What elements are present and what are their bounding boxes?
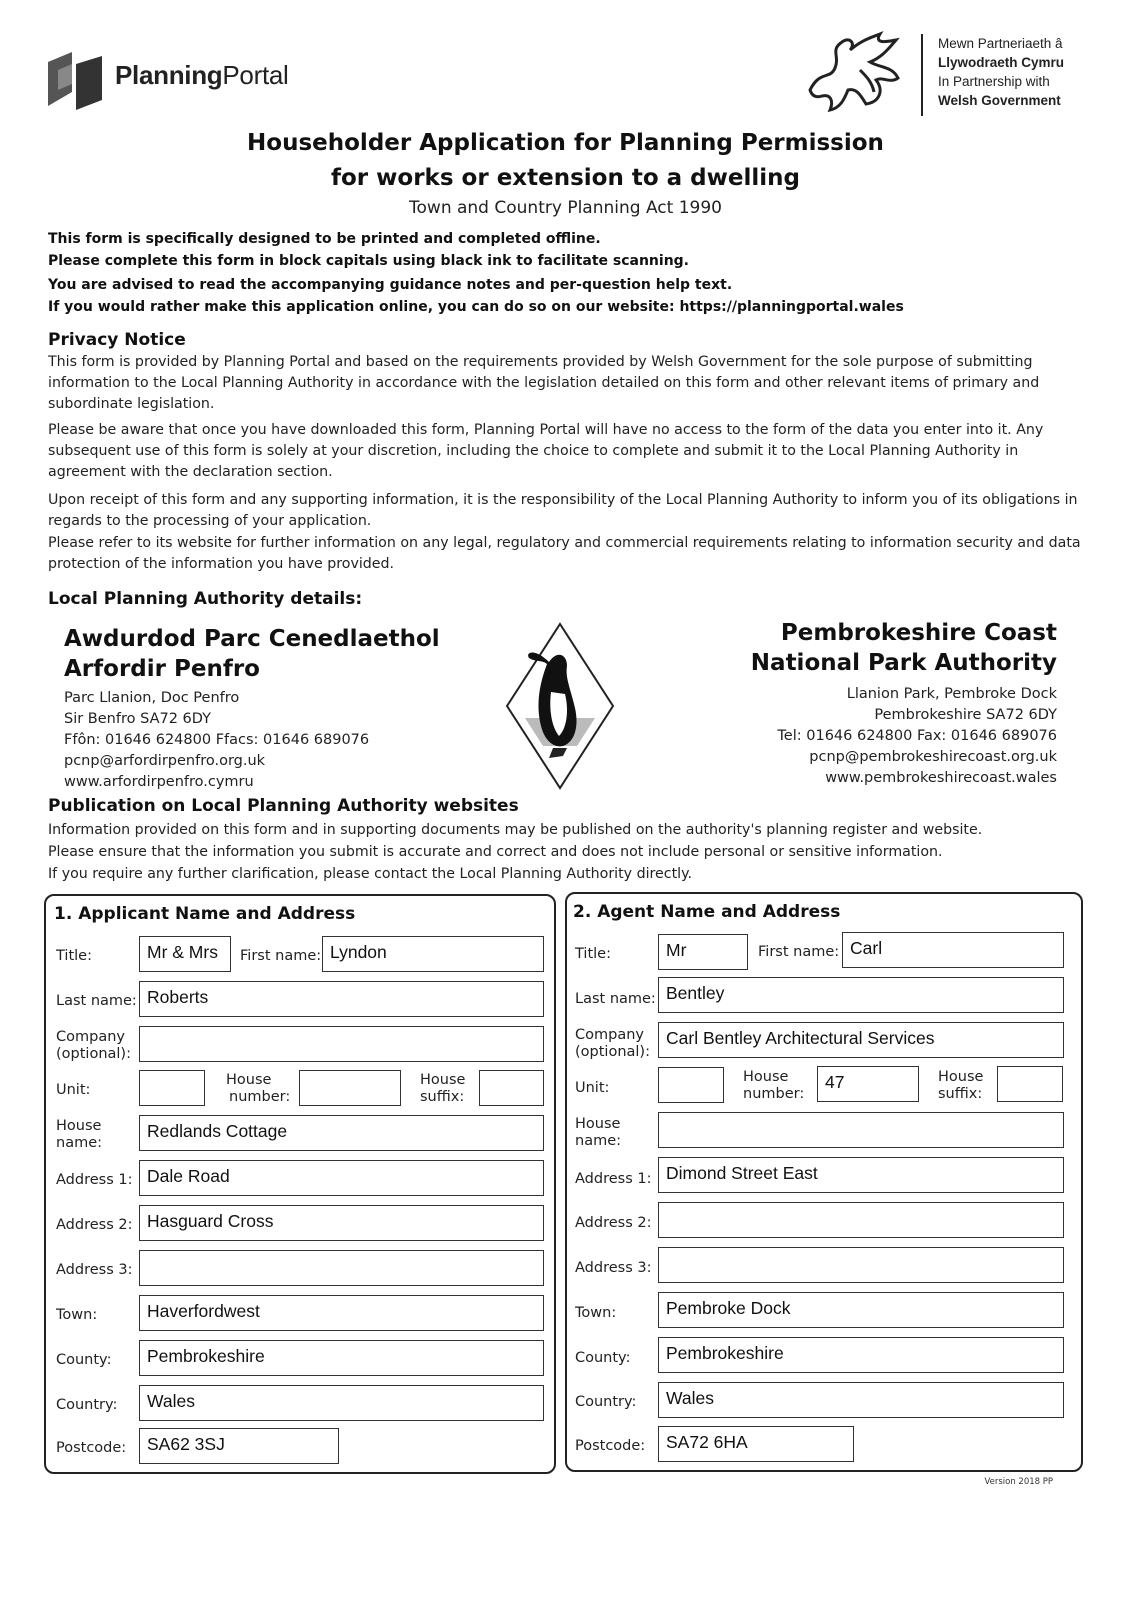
intro-line: Please complete this form in block capitals using black ink to facilitate scanning. (48, 253, 689, 269)
unit-label: Unit: (56, 1082, 91, 1098)
town-label: Town: (56, 1307, 98, 1323)
privacy-paragraph: This form is provided by Planning Portal and based on the requirements provided by Welsh Government for the sole purpose of submitting information to the Local Planning Authority in accordance with the legislation detailed on this form and other relevant items of primary and subordinate legislation. (48, 354, 1040, 412)
intro-line: If you would rather make this application online, you can do so on our website: https://planningportal.wales (48, 299, 904, 315)
applicant-house-name-field[interactable]: Redlands Cottage (139, 1115, 544, 1151)
applicant-address3-field[interactable] (139, 1250, 544, 1286)
agent-heading: 2. Agent Name and Address (573, 902, 841, 922)
house-number-label: House number: (226, 1072, 291, 1105)
address3-label: Address 3: (575, 1260, 652, 1276)
first-name-label: First name: (240, 948, 322, 964)
lpa-heading: Local Planning Authority details: (48, 589, 363, 609)
applicant-county-field[interactable]: Pembrokeshire (139, 1340, 544, 1376)
applicant-last-name-field[interactable]: Roberts (139, 981, 544, 1017)
title-label: Title: (56, 948, 92, 964)
house-name-label: House name: (56, 1118, 103, 1151)
address2-label: Address 2: (575, 1215, 652, 1231)
town-label: Town: (575, 1305, 617, 1321)
address3-label: Address 3: (56, 1262, 133, 1278)
intro-line: You are advised to read the accompanying guidance notes and per-question help text. (48, 277, 733, 293)
postcode-label: Postcode: (56, 1440, 127, 1456)
house-suffix-label: House suffix: (420, 1072, 466, 1105)
lpa-welsh-name: Awdurdod Parc Cenedlaethol Arfordir Penfro (64, 626, 440, 682)
applicant-company-field[interactable] (139, 1026, 544, 1062)
applicant-panel (44, 894, 556, 1474)
applicant-town-field[interactable]: Haverfordwest (139, 1295, 544, 1331)
gov-divider (921, 34, 923, 116)
title-label: Title: (575, 946, 611, 962)
applicant-address1-field[interactable]: Dale Road (139, 1160, 544, 1196)
company-label: Company (optional): (575, 1027, 650, 1060)
applicant-house-number-field[interactable] (299, 1070, 401, 1106)
applicant-title-field[interactable]: Mr & Mrs (139, 936, 231, 972)
publication-heading: Publication on Local Planning Authority websites (48, 796, 519, 816)
applicant-heading: 1. Applicant Name and Address (54, 904, 356, 924)
agent-county-field[interactable]: Pembrokeshire (658, 1337, 1064, 1373)
form-subtitle: Town and Country Planning Act 1990 (409, 198, 722, 218)
privacy-paragraph: Please refer to its website for further information on any legal, regulatory and commercial requirements relating to information security and data protection of the information you have provided. (48, 535, 1081, 572)
last-name-label: Last name: (575, 991, 656, 1007)
welsh-dragon-icon (800, 30, 905, 114)
publication-paragraph: If you require any further clarification, please contact the Local Planning Authority directly. (48, 866, 692, 882)
address2-label: Address 2: (56, 1217, 133, 1233)
house-number-label: House number: (743, 1069, 805, 1102)
agent-house-name-field[interactable] (658, 1112, 1064, 1148)
house-suffix-label: House suffix: (938, 1069, 984, 1102)
agent-address3-field[interactable] (658, 1247, 1064, 1283)
last-name-label: Last name: (56, 993, 137, 1009)
agent-country-field[interactable]: Wales (658, 1382, 1064, 1418)
postcode-label: Postcode: (575, 1438, 646, 1454)
applicant-first-name-field[interactable]: Lyndon (322, 936, 544, 972)
agent-address1-field[interactable]: Dimond Street East (658, 1157, 1064, 1193)
lpa-english-address: Llanion Park, Pembroke Dock Pembrokeshire SA72 6DY Tel: 01646 624800 Fax: 01646 689076 pcnp@pembrokeshirecoast.org.uk www.pembrokeshirecoast.wales (777, 686, 1057, 786)
unit-label: Unit: (575, 1080, 610, 1096)
country-label: Country: (575, 1394, 637, 1410)
house-name-label: House name: (575, 1116, 622, 1149)
publication-paragraph: Please ensure that the information you submit is accurate and correct and does not include personal or sensitive information. (48, 844, 943, 860)
applicant-house-suffix-field[interactable] (479, 1070, 544, 1106)
puffin-logo-icon (505, 622, 615, 790)
address1-label: Address 1: (575, 1171, 652, 1187)
country-label: Country: (56, 1397, 118, 1413)
agent-company-field[interactable]: Carl Bentley Architectural Services (658, 1022, 1064, 1058)
privacy-heading: Privacy Notice (48, 330, 186, 350)
lpa-welsh-address: Parc Llanion, Doc Penfro Sir Benfro SA72 6DY Ffôn: 01646 624800 Ffacs: 01646 689076 pcnp@arfordirpenfro.org.uk www.arfordirpenfro.cymru (64, 690, 370, 790)
company-label: Company (optional): (56, 1029, 131, 1062)
lpa-english-name: Pembrokeshire Coast National Park Authority (750, 620, 1057, 676)
agent-unit-field[interactable] (658, 1067, 724, 1103)
welsh-government-partnership: Mewn Partneriaeth â Llywodraeth Cymru In Partnership with Welsh Government (938, 36, 1065, 108)
privacy-paragraph: Upon receipt of this form and any supporting information, it is the responsibility of the Local Planning Authority to inform you of its obligations in regards to the processing of your application. (48, 492, 1078, 529)
planning-portal-wordmark: PlanningPortal (115, 60, 289, 90)
agent-title-field[interactable]: Mr (658, 934, 748, 970)
applicant-postcode-field[interactable]: SA62 3SJ (139, 1428, 339, 1464)
agent-town-field[interactable]: Pembroke Dock (658, 1292, 1064, 1328)
agent-postcode-field[interactable]: SA72 6HA (658, 1426, 854, 1462)
applicant-address2-field[interactable]: Hasguard Cross (139, 1205, 544, 1241)
address1-label: Address 1: (56, 1172, 133, 1188)
planning-portal-logo-icon (44, 48, 106, 114)
version-label: Version 2018 PP (984, 1477, 1053, 1487)
first-name-label: First name: (758, 944, 840, 960)
agent-last-name-field[interactable]: Bentley (658, 977, 1064, 1013)
intro-line: This form is specifically designed to be printed and completed offline. (48, 231, 601, 247)
agent-first-name-field[interactable]: Carl (842, 932, 1064, 968)
publication-paragraph: Information provided on this form and in supporting documents may be published on the authority's planning register and website. (48, 822, 983, 838)
applicant-unit-field[interactable] (139, 1070, 205, 1106)
county-label: County: (575, 1350, 631, 1366)
agent-address2-field[interactable] (658, 1202, 1064, 1238)
applicant-country-field[interactable]: Wales (139, 1385, 544, 1421)
privacy-paragraph: Please be aware that once you have downloaded this form, Planning Portal will have no access to the form of the data you enter into it. Any subsequent use of this form is solely at your discretion, including the choice to complete and submit it to the Local Planning Authority in agreement with the declaration section. (48, 422, 1044, 480)
agent-house-number-field[interactable]: 47 (817, 1066, 919, 1102)
agent-panel (565, 892, 1083, 1472)
agent-house-suffix-field[interactable] (997, 1066, 1063, 1102)
form-title: Householder Application for Planning Permission for works or extension to a dwelling (247, 130, 884, 191)
county-label: County: (56, 1352, 112, 1368)
